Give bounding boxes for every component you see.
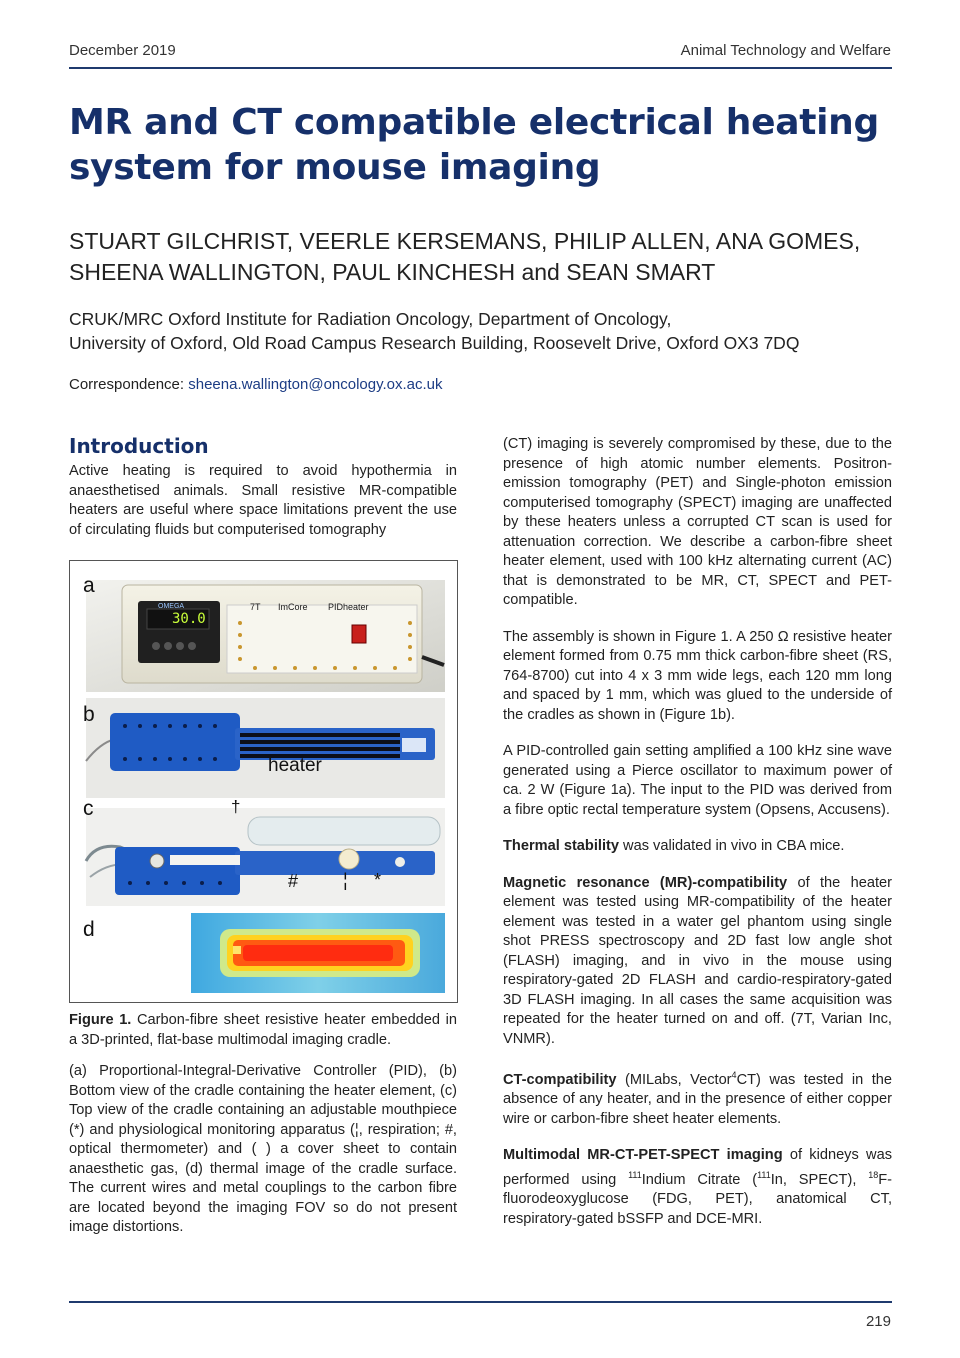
article-title bbox=[69, 100, 899, 190]
authors-line-2: SHEENA WALLINGTON, PAUL KINCHESH and SEAN SMART bbox=[69, 259, 716, 285]
author-list bbox=[69, 226, 909, 288]
correspondence bbox=[69, 376, 443, 393]
multimodal-sup-2: 111 bbox=[757, 1169, 771, 1180]
thermal-stability-text: was validated in vivo in CBA mice. bbox=[618, 838, 845, 854]
correspondence-label: Correspondence: bbox=[69, 376, 185, 393]
affiliation bbox=[69, 307, 909, 355]
mouthpiece bbox=[339, 849, 359, 869]
ct-sup: 4 bbox=[731, 1070, 737, 1080]
broken-bar-annotation: ¦ bbox=[343, 870, 348, 890]
intro-paragraph-1: Active heating is required to avoid hypothermia in anaesthetised animals. Small resistive MR-compatible heaters are useful where space limitations prevent the use of circulating fluids but computerised tomography bbox=[69, 463, 457, 538]
ct-text-a: (MILabs, Vector bbox=[616, 1071, 732, 1088]
affiliation-line-1: CRUK/MRC Oxford Institute for Radiation Oncology, Department of Oncology, bbox=[69, 309, 672, 329]
panel-b-photo bbox=[86, 698, 445, 798]
panel-label-a: a bbox=[83, 574, 95, 597]
figure-1-illustration bbox=[70, 561, 457, 1002]
affiliation-line-2: University of Oxford, Old Road Campus Research Building, Roosevelt Drive, Oxford OX3 7DQ bbox=[69, 333, 800, 353]
title-line-1: MR and CT compatible electrical heating bbox=[69, 102, 879, 143]
asterisk-annotation: * bbox=[374, 870, 382, 890]
multimodal-sup-1: 111 bbox=[628, 1169, 642, 1180]
right-paragraph-5 bbox=[503, 874, 892, 1050]
figure-1-caption bbox=[69, 1011, 457, 1250]
cradle-base-b bbox=[110, 713, 240, 771]
device-model-label: 7T bbox=[250, 602, 261, 612]
ct-compatibility-heading: CT-compatibility bbox=[503, 1071, 617, 1088]
heater-annotation: heater bbox=[268, 755, 322, 776]
mr-compatibility-text: of the heater element was tested using MR-compatibility of the heater element was tested in a water gel phantom using single shot PRESS spectroscopy and 2D fast low angle shot (FLASH) imaging, and in vivo in the mouse using respiratory-gated 2D FLASH and cardio-respiratory-gated 3D FLASH imaging. In all cases the same acquisition was repeated for the heater turned on and off. (7T, Varian Inc, VNMR). bbox=[503, 874, 892, 1047]
header-rule bbox=[69, 67, 892, 69]
panel-label-d: d bbox=[83, 918, 95, 941]
caption-title: Carbon-fibre sheet resistive heater embedded in a 3D-printed, flat-base multimodal imaging cradle. bbox=[69, 1012, 457, 1048]
right-paragraph-6 bbox=[503, 1066, 892, 1129]
multimodal-heading: Multimodal MR-CT-PET-SPECT imaging bbox=[503, 1147, 783, 1164]
multimodal-text-d: F-fluorodeoxyglucose (FDG, PET), anatomical CT, respiratory-gated bSSFP and DCE-MRI. bbox=[503, 1171, 892, 1227]
ct-text-b: CT) was tested in the absence of any heater, and in the presence of either copper wire or carbon-fibre sheet heater elements. bbox=[503, 1071, 892, 1127]
right-paragraph-4 bbox=[503, 837, 892, 857]
multimodal-text-c: In, SPECT), bbox=[770, 1171, 869, 1188]
running-header-date: December 2019 bbox=[69, 42, 176, 59]
device-name-label: PIDheater bbox=[328, 602, 369, 612]
multimodal-text-b: Indium Citrate ( bbox=[641, 1171, 758, 1188]
mr-compatibility-heading: Magnetic resonance (MR)-compatibility bbox=[503, 874, 788, 891]
page-number: 219 bbox=[865, 1313, 891, 1330]
title-line-2: system for mouse imaging bbox=[69, 147, 601, 188]
thermal-stability-heading: Thermal stability bbox=[503, 838, 619, 854]
right-paragraph-7 bbox=[503, 1146, 892, 1229]
correspondence-email-link[interactable]: sheena.wallington@oncology.ox.ac.uk bbox=[188, 376, 443, 393]
right-paragraph-2: The assembly is shown in Figure 1. A 250 Ω resistive heater element formed from 0.75 mm thick carbon-fibre sheet (RS, 764-8700) cut into 4 x 3 mm wide legs, each 120 mm long and spaced by 1 mm, which was glued to the underside of the cradles as shown in (Figure 1b). bbox=[503, 628, 892, 723]
footer-rule bbox=[69, 1301, 892, 1303]
cradle-base-c bbox=[115, 847, 240, 895]
caption-body: (a) Proportional-Integral-Derivative Controller (PID), (b) Bottom view of the cradle containing the heater element, (c) Top view of the cradle containing an adjustable mouthpiece (*) and physiological monitoring apparatus (¦, respiration; #, optical thermometer) and ( ) a cover sheet to contain anaesthetic gas, (d) thermal image of the cradle surface. The current wires and metal couplings to the carbon fibre are located beyond the imaging FOV so do not present image distortions. bbox=[69, 1063, 457, 1235]
multimodal-text-a: of kidneys was performed using bbox=[503, 1147, 892, 1188]
panel-d-thermal-image bbox=[191, 913, 445, 993]
hash-annotation: # bbox=[288, 871, 299, 891]
authors-line-1: STUART GILCHRIST, VEERLE KERSEMANS, PHILIP ALLEN, ANA GOMES, bbox=[69, 228, 861, 254]
panel-label-c: c bbox=[83, 797, 94, 820]
caption-title-paragraph bbox=[69, 1011, 457, 1050]
controller-readout: 30.0 bbox=[172, 611, 206, 627]
device-lab-label: ImCore bbox=[278, 602, 308, 612]
right-column bbox=[503, 435, 892, 1246]
panel-a-photo bbox=[86, 580, 445, 692]
controller-brand-label: OMEGA bbox=[158, 603, 185, 610]
left-column bbox=[69, 462, 457, 557]
right-paragraph-1: (CT) imaging is severely compromised by these, due to the presence of high atomic number elements. Positron-emission tomography (PET) and Single-photon emission computerised tomography (SPECT) imaging are unaffected by these heaters unless a corrupted CT scan is used for attenuation correction. We describe a carbon-fibre sheet heater element, used with 100 kHz alternating current (AC) that is demonstrated to be MR, CT, SPECT and PET-compatible. bbox=[503, 436, 892, 608]
panel-label-b: b bbox=[83, 703, 95, 726]
running-header-journal: Animal Technology and Welfare bbox=[680, 42, 891, 59]
right-paragraph-3: A PID-controlled gain setting amplified a 100 kHz sine wave generated using a Pierce oscillator to maximum power of ca. 2 W (Figure 1a). The input to the PID was derived from a fibre optic rectal temperature system (Opsens, Accusens). bbox=[503, 743, 892, 818]
dagger-annotation: † bbox=[231, 797, 241, 816]
caption-label: Figure 1. bbox=[69, 1012, 132, 1028]
figure-1 bbox=[69, 560, 458, 1003]
multimodal-sup-3: 18 bbox=[868, 1169, 879, 1180]
section-heading-introduction: Introduction bbox=[69, 434, 209, 458]
panel-c-photo bbox=[86, 808, 445, 906]
